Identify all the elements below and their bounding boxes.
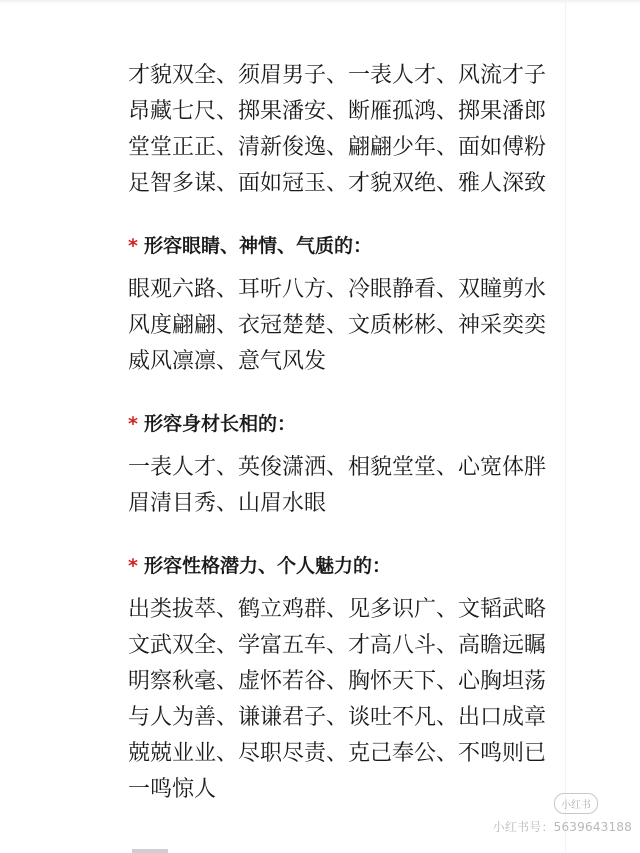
- idiom-line: 文武双全、学富五车、才高八斗、高瞻远瞩: [128, 633, 547, 658]
- idiom-list-general: [128, 58, 568, 202]
- idiom-list-eyes: [128, 272, 568, 380]
- idiom-line: 风度翩翩、衣冠楚楚、文质彬彬、神采奕奕: [128, 313, 547, 338]
- watermark-id: 小红书号：5639643188: [492, 820, 632, 834]
- page-top-edge: [0, 0, 640, 4]
- watermark-logo: 小红书: [554, 793, 598, 814]
- idiom-line: 出类拔萃、鹤立鸡群、见多识广、文韬武略: [128, 597, 547, 622]
- idiom-line: 一鸣惊人: [128, 777, 217, 802]
- section-heading-body: [128, 410, 568, 438]
- red-asterisk-icon: *: [128, 413, 138, 435]
- red-asterisk-icon: *: [128, 235, 138, 257]
- idiom-list-personality: [128, 592, 568, 808]
- section-title: 形容身材长相的：: [143, 413, 296, 435]
- idiom-line: 眼观六路、耳听八方、冷眼静看、双瞳剪水: [128, 277, 547, 302]
- idiom-line: 一表人才、英俊潇洒、相貌堂堂、心宽体胖: [128, 455, 547, 480]
- section-heading-eyes: [128, 232, 568, 260]
- idiom-line: 明察秋毫、虚怀若谷、胸怀天下、心胸坦荡: [128, 669, 547, 694]
- red-asterisk-icon: *: [128, 555, 138, 577]
- idiom-line: 兢兢业业、尽职尽责、克己奉公、不鸣则已: [128, 741, 547, 766]
- idiom-line: 威风凛凛、意气风发: [128, 349, 327, 374]
- idiom-line: 足智多谋、面如冠玉、才貌双绝、雅人深致: [128, 171, 547, 196]
- section-heading-personality: [128, 552, 568, 580]
- idiom-line: 与人为善、谦谦君子、谈吐不凡、出口成章: [128, 705, 547, 730]
- section-title: 形容性格潜力、个人魅力的：: [143, 555, 391, 577]
- idiom-line: 才貌双全、须眉男子、一表人才、风流才子: [128, 63, 547, 88]
- idiom-line: 眉清目秀、山眉水眼: [128, 491, 327, 516]
- idiom-document: [128, 58, 568, 808]
- bottom-edge-mark: [132, 849, 168, 853]
- section-title: 形容眼睛、神情、气质的：: [143, 235, 372, 257]
- watermark: [493, 793, 632, 835]
- idiom-line: 堂堂正正、清新俊逸、翩翩少年、面如傅粉: [128, 135, 547, 160]
- idiom-line: 昂藏七尺、掷果潘安、断雁孤鸿、掷果潘郎: [128, 99, 547, 124]
- idiom-list-body: [128, 450, 568, 522]
